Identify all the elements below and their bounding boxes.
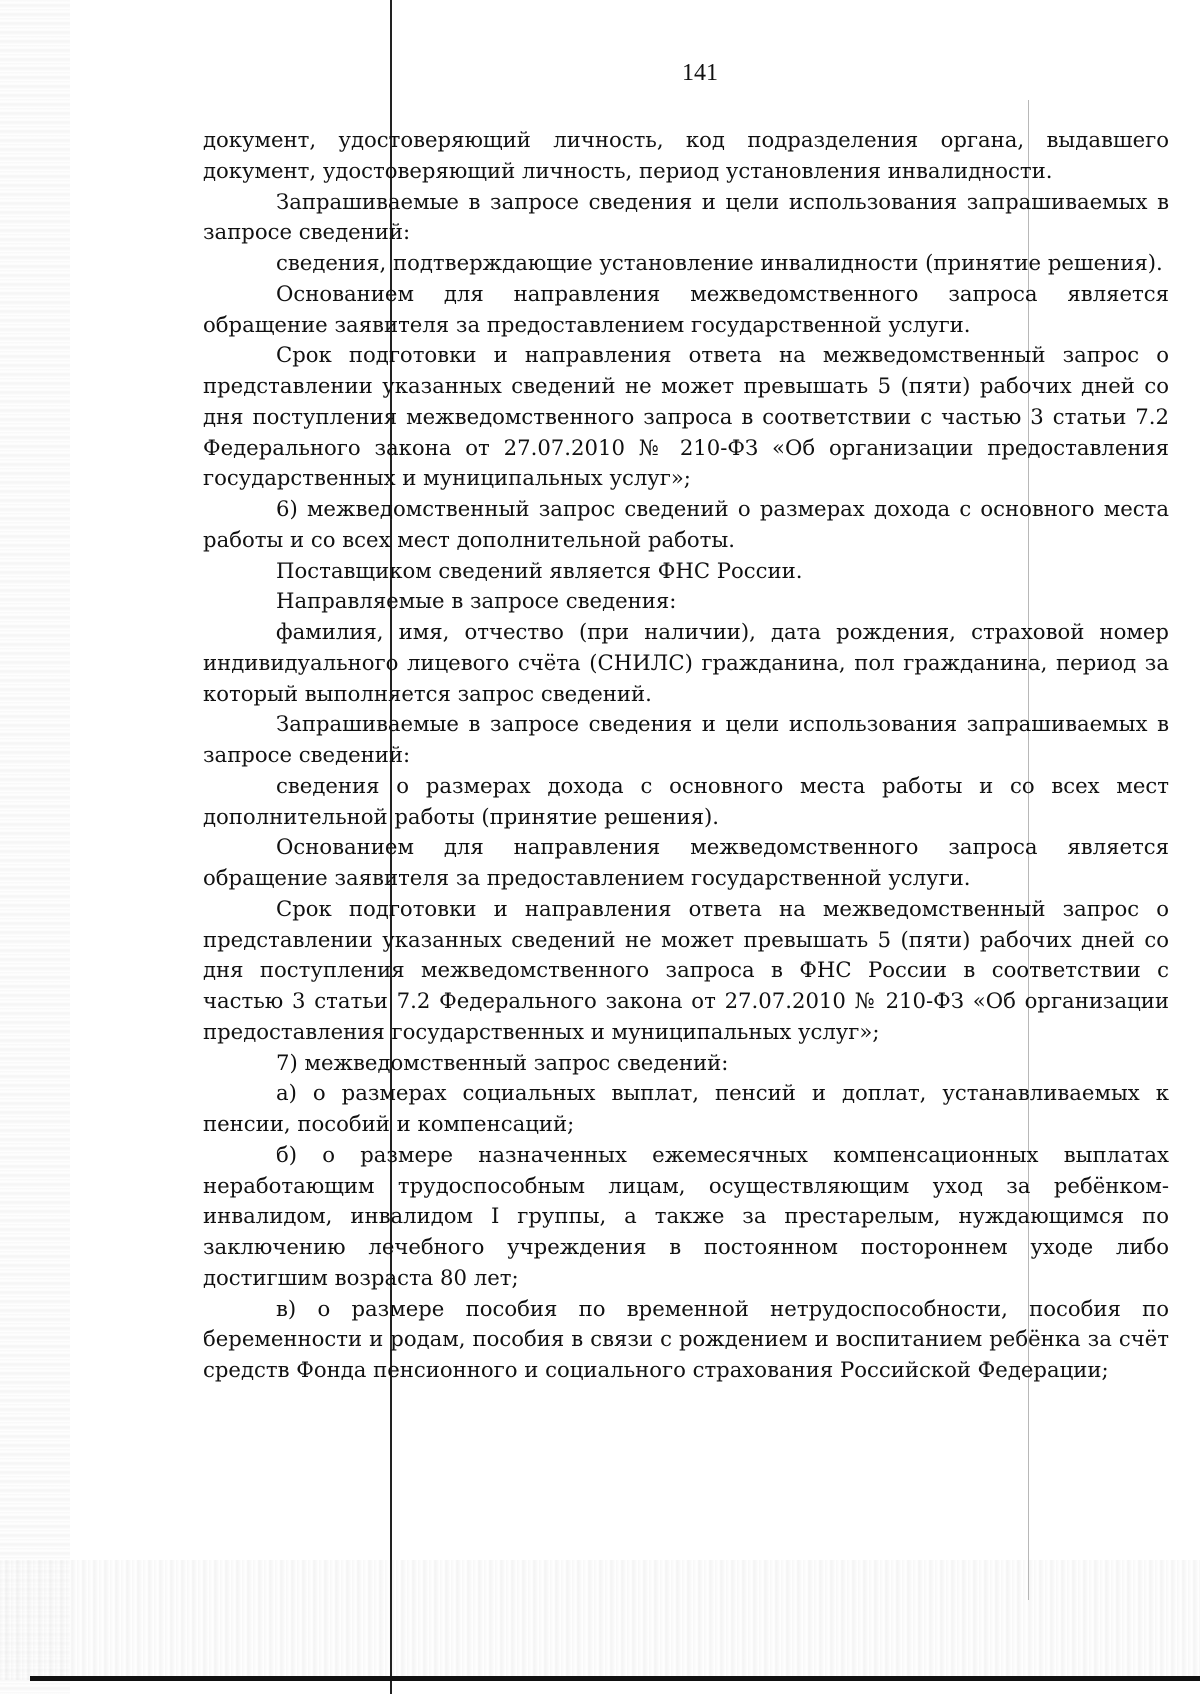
paragraph: фамилия, имя, отчество (при наличии), дата рождения, страховой номер индивидуального лицевого счёта (СНИЛС) гражданина, пол гражданина, период за который выполняется запрос сведений. xyxy=(203,619,1169,706)
page-number: 141 xyxy=(682,60,718,86)
scan-noise-left xyxy=(0,0,70,1694)
scan-bottom-edge xyxy=(30,1676,1200,1681)
scan-noise-bottom xyxy=(0,1560,1200,1680)
paragraph: Основанием для направления межведомственного запроса является обращение заявителя за предоставлением государственной услуги. xyxy=(203,834,1169,890)
paragraph: 6) межведомственный запрос сведений о размерах дохода с основного места работы и со всех мест дополнительной работы. xyxy=(203,496,1169,552)
paragraph: Срок подготовки и направления ответа на межведомственный запрос о представлении указанных сведений не может превышать 5 (пяти) рабочих дней со дня поступления межведомственного запроса в соответствии с частью 3 статьи 7.2 Федерального закона от 27.07.2010 № 210-ФЗ «Об организации предоставления государственных и муниципальных услуг»; xyxy=(203,342,1169,491)
paragraph: Срок подготовки и направления ответа на межведомственный запрос о представлении указанных сведений не может превышать 5 (пяти) рабочих дней со дня поступления межведомственного запроса в ФНС России в соответствии с частью 3 статьи 7.2 Федерального закона от 27.07.2010 № 210-ФЗ «Об организации предоставления государственных и муниципальных услуг»; xyxy=(203,895,1169,1044)
paragraph: Направляемые в запросе сведения: xyxy=(276,588,677,614)
paragraph: Основанием для направления межведомственного запроса является обращение заявителя за предоставлением государственной услуги. xyxy=(203,280,1169,337)
paragraph: а) о размерах социальных выплат, пенсий и доплат, устанавливаемых к пенсии, пособий и компенсаций; xyxy=(203,1080,1169,1136)
paragraph: сведения, подтверждающие установление инвалидности (принятие решения). xyxy=(276,250,1163,275)
paragraph: б) о размере назначенных ежемесячных компенсационных выплатах неработающим трудоспособным лицам, осуществляющим уход за ребёнком-инвалидом, инвалидом I группы, а также за престарелым, нуждающимся по заключению лечебного учреждения в постоянном постороннем уходе либо достигшим возраста 80 лет; xyxy=(203,1141,1169,1290)
paragraph: документ, удостоверяющий личность, код подразделения органа, выдавшего документ, удостоверяющий личность, период установления инвалидности. xyxy=(203,127,1169,183)
paragraph: сведения о размерах дохода с основного места работы и со всех мест дополнительной работы (принятие решения). xyxy=(203,772,1169,829)
paragraph: 7) межведомственный запрос сведений: xyxy=(276,1049,729,1075)
paragraph: Запрашиваемые в запросе сведения и цели использования запрашиваемых в запросе сведений: xyxy=(203,188,1169,245)
paragraph: в) о размере пособия по временной нетрудоспособности, пособия по беременности и родам, пособия в связи с рождением и воспитанием ребёнка за счёт средств Фонда пенсионного и социального страхования Российской Федерации; xyxy=(203,1295,1169,1382)
document-body xyxy=(203,125,1169,1386)
paragraph: Поставщиком сведений является ФНС России. xyxy=(276,557,803,583)
paragraph: Запрашиваемые в запросе сведения и цели использования запрашиваемых в запросе сведений: xyxy=(203,711,1169,767)
